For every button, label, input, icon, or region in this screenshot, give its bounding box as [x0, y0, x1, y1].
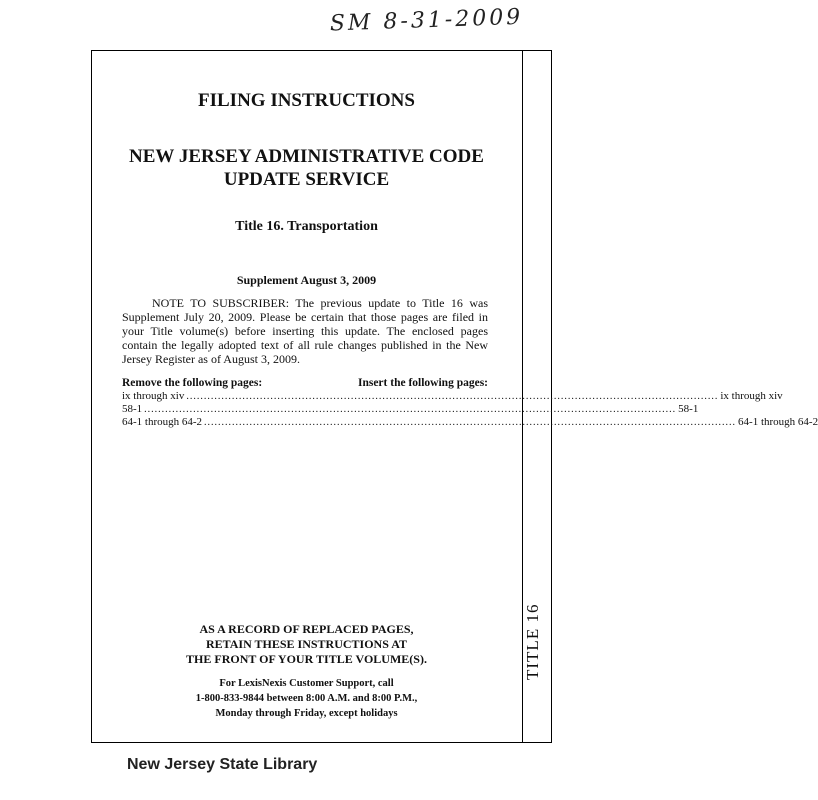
remove-cell: 58-1	[122, 403, 143, 415]
support-line3: Monday through Friday, except holidays	[215, 708, 398, 719]
insert-cell: 58-1	[678, 403, 699, 415]
insert-cell: ix through xiv	[720, 390, 783, 402]
page-title: FILING INSTRUCTIONS	[198, 90, 415, 111]
code-title	[91, 145, 522, 191]
record-instructions	[91, 622, 522, 667]
pages-table	[122, 377, 818, 429]
subtitle: Title 16. Transportation	[235, 219, 378, 234]
record-line3: THE FRONT OF YOUR TITLE VOLUME(S).	[186, 652, 427, 666]
handwritten-note: SM 8-31-2009	[329, 4, 524, 37]
table-row	[122, 416, 818, 429]
table-row	[122, 403, 699, 416]
leader-dots: ........................................................................................................................................................	[144, 404, 677, 415]
code-title-line2: UPDATE SERVICE	[223, 169, 390, 190]
record-line1: AS A RECORD OF REPLACED PAGES,	[199, 622, 414, 636]
record-line2: RETAIN THESE INSTRUCTIONS AT	[205, 637, 408, 651]
supplement-date: Supplement August 3, 2009	[236, 273, 377, 287]
insert-cell: 64-1 through 64-2	[738, 416, 818, 428]
subscriber-note: NOTE TO SUBSCRIBER: The previous update to Title 16 was Supplement July 20, 2009. Please be certain that those pages are filed in your Title volume(s) before inserting this update. The enclosed pages contain the legally adopted text of all rule changes published in the New Jersey Register as of August 3, 2009.	[122, 296, 488, 366]
remove-cell: ix through xiv	[122, 390, 185, 402]
leader-dots: ........................................................................................................................................................	[186, 391, 719, 402]
pages-table-header	[122, 377, 488, 390]
remove-cell: 64-1 through 64-2	[122, 416, 203, 428]
code-title-line1: NEW JERSEY ADMINISTRATIVE CODE	[129, 146, 484, 167]
remove-header: Remove the following pages:	[122, 377, 263, 389]
support-line2: 1-800-833-9844 between 8:00 A.M. and 8:00 P.M.,	[195, 693, 418, 704]
customer-support	[91, 676, 522, 721]
table-row	[122, 390, 783, 403]
library-stamp: New Jersey State Library	[127, 756, 318, 773]
side-tab-label: TITLE 16	[523, 603, 542, 680]
support-line1: For LexisNexis Customer Support, call	[219, 678, 394, 689]
leader-dots: ........................................................................................................................................................	[204, 417, 737, 428]
insert-header: Insert the following pages:	[357, 377, 488, 389]
